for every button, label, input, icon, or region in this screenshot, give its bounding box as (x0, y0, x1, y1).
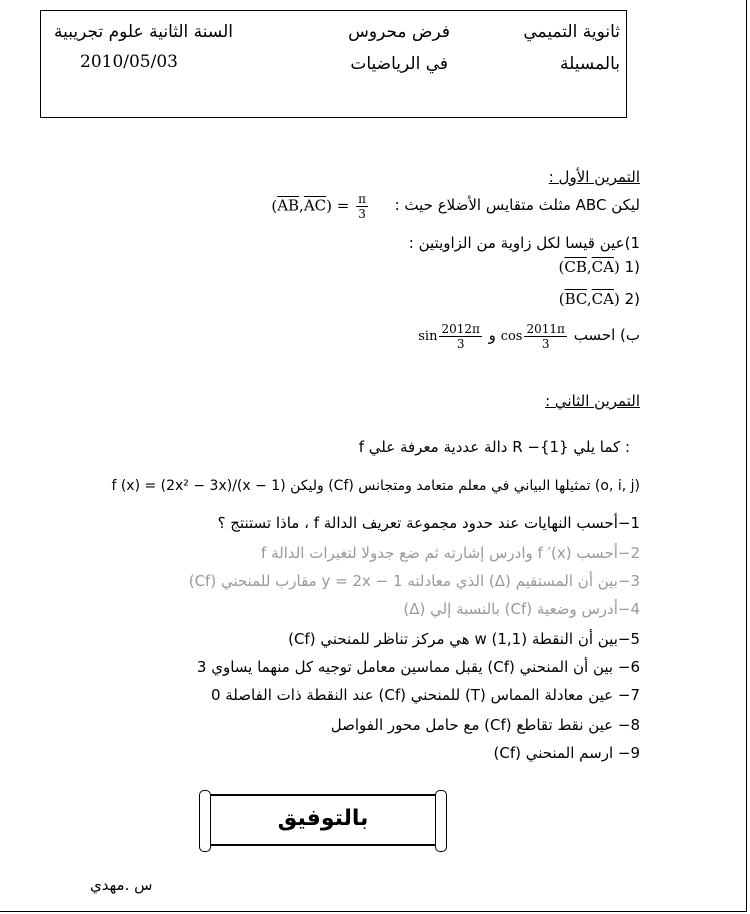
question-2: 2−أحسب f ′(x) وادرس إشارته ثم ضع جدولا لتغيرات الدالة f (261, 544, 640, 562)
question-1: 1−أحسب النهايات عند حدود مجموعة تعريف الدالة f ، ماذا تستنتج ؟ (217, 514, 640, 532)
exercise2-intro1: f دالة عددية معرفة علي R −{1} كما يلي : (358, 438, 630, 456)
question-6: 6− بين أن المنحني (Cf) يقبل مماسين معامل توجيه كل منهما يساوي 3 (196, 658, 640, 676)
question-4: 4−أدرس وضعية (Cf) بالنسبة إلي (Δ) (403, 600, 640, 618)
part-b-label: ب) احسب (573, 326, 640, 344)
question-8: 8− عين نقط تقاطع (Cf) مع حامل محور الفواصل (330, 716, 640, 734)
exam-date: 2010/05/03 (80, 52, 178, 72)
question-3: 3−بين أن المستقيم (Δ) الذي معادلته y = 2x − 1 مقارب للمنحني (Cf) (188, 572, 640, 590)
exercise1-title: التمرين الأول : (548, 168, 640, 186)
angle1-label: 1) (624, 258, 640, 276)
pi-over-3: $\frac{\pi}{3}$ (358, 192, 366, 221)
exam-type: فرض محروس (348, 22, 450, 42)
angle1-item (559, 258, 641, 276)
exercise2-intro2: f (x) = (2x² − 3x)/(x − 1) وليكن (Cf) تمثيلها البياني في معلم متعامد ومتجانس (o, i, j) (111, 478, 640, 494)
exercise2-title: التمرين الثاني : (545, 392, 640, 410)
question-5: 5−بين أن النقطة w (1,1) هي مركز تناظر للمنحني (Cf) (288, 630, 640, 648)
exercise1-intro-math: $(\overline{AB},\overline{AC})$ = $\frac{\pi}{3}$ (271, 192, 366, 221)
class-level: السنة الثانية علوم تجريبية (54, 22, 233, 42)
cos-expr: cos $\frac{2011\pi}{3}$ (500, 322, 565, 351)
banner-text: بالتوفيق (277, 806, 369, 831)
subject: في الرياضيات (350, 54, 448, 74)
angle1-math: $(\overline{CB},\overline{CA})$ (558, 258, 620, 276)
signature: س .مهدي (90, 876, 153, 894)
part-b-line (418, 322, 640, 351)
and-word: و (488, 326, 496, 344)
angle2-item (559, 290, 640, 308)
school-name: ثانوية التميمي (523, 22, 620, 42)
city-name: بالمسيلة (560, 54, 620, 74)
sin-expr: sin $\frac{2012\pi}{3}$ (418, 322, 480, 351)
angle2-math: $(\overline{BC},\overline{CA})$ (558, 290, 620, 308)
question-7: 7− عين معادلة المماس (T) للمنحني (Cf) عند النقطة ذات الفاصلة 0 (210, 686, 640, 704)
exercise1-intro: ليكن ABC مثلث متقايس الأضلاع حيث : (394, 196, 640, 214)
question-9: 9− ارسم المنحني (Cf) (493, 744, 640, 762)
angle2-label: 2) (624, 290, 640, 308)
good-luck-banner (205, 794, 441, 846)
exercise1-part1: 1)عين قيسا لكل زاوية من الزاويتين : (408, 234, 640, 252)
